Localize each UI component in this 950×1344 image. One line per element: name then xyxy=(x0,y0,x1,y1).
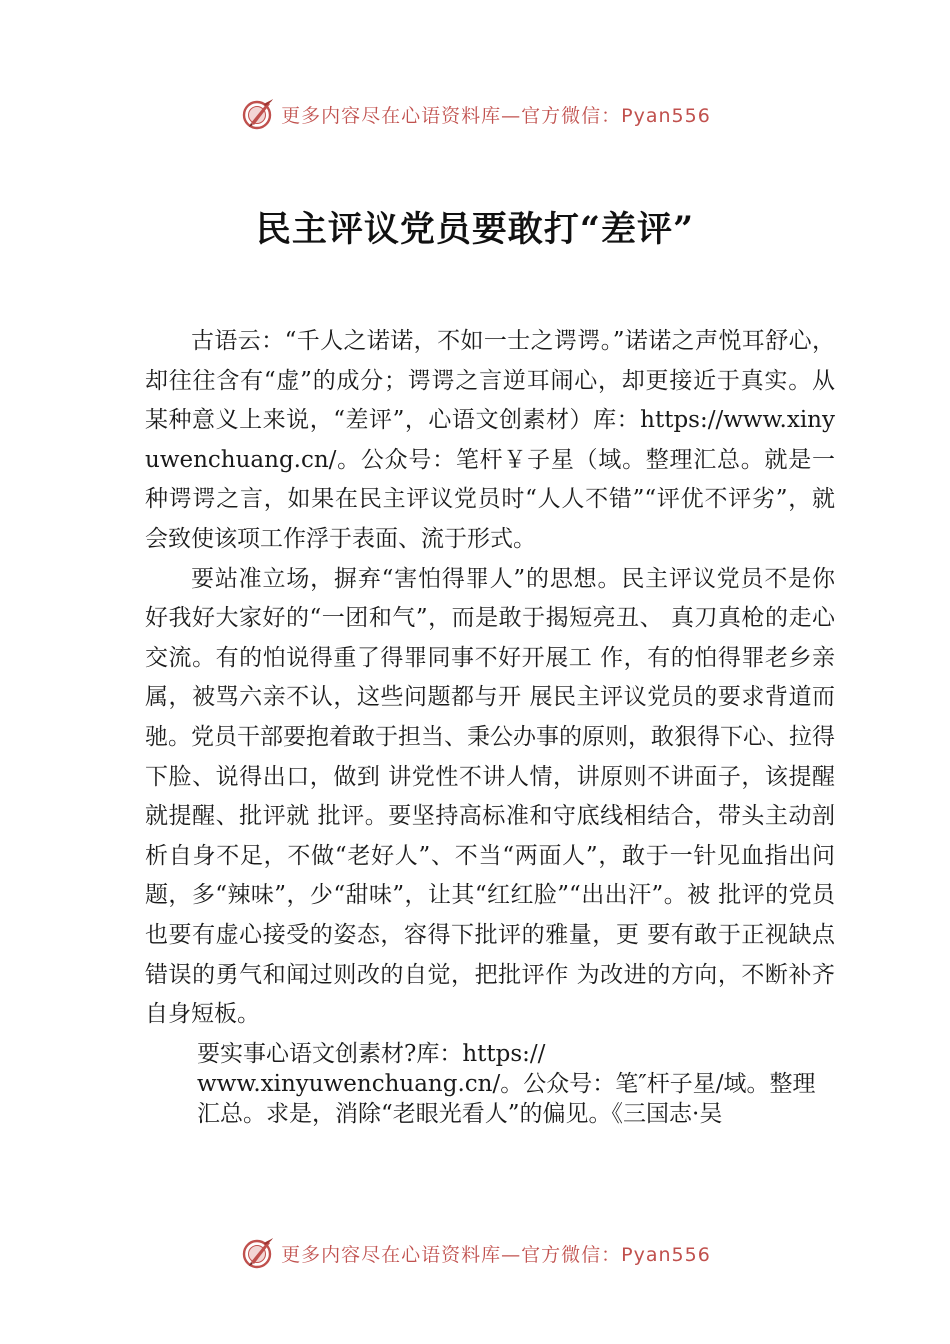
paragraph-3-line-1: 要实事心语文创素材?库：https:// xyxy=(197,1040,546,1067)
header-banner-cn: 更多内容尽在心语资料库—官方微信： xyxy=(281,104,622,127)
quill-pen-seal-icon xyxy=(239,96,275,132)
paragraph-3 xyxy=(145,1039,835,1129)
footer-banner-cn: 更多内容尽在心语资料库—官方微信： xyxy=(281,1243,622,1266)
header-banner-text xyxy=(281,101,711,128)
document-title: 民主评议党员要敢打“差评” xyxy=(255,209,695,250)
paragraph-2: 要站准立场，摒弃“害怕得罪人”的思想。民主评议党员不是你好我好大家好的“一团和气”，而是敢于揭短亮丑、 真刀真枪的走心交流。有的怕说得重了得罪同事不好开展工 作，有的怕得罪老乡亲属，被骂六亲不认，这些问题都与开 展民主评议党员的要求背道而驰。党员干部要抱着敢于担当、秉公办事的原则，敢狠得下心、拉得下脸、说得出口，做到 讲党性不讲人情，讲原则不讲面子，该提醒就提醒、批评就 批评。要坚持高标准和守底线相结合，带头主动剖析自身不足，不做“老好人”、不当“两面人”，敢于一针见血指出问 题，多“辣味”，少“甜味”，让其“红红脸”“出出汗”。被 批评的党员也要有虚心接受的姿态，容得下批评的雅量，更 要有敢于正视缺点错误的勇气和闻过则改的自觉，把批评作 为改进的方向，不断补齐自身短板。 xyxy=(145,565,835,1028)
header-banner xyxy=(0,94,950,134)
document-body xyxy=(145,322,835,1129)
paragraph-3-line-2: www.xinyuwenchuang.cn/。公众号：笔″杆子星/域。整理 xyxy=(197,1070,816,1097)
paragraph-3-line-3: 汇总。求是，消除“老眼光看人”的偏见。《三国志·吴 xyxy=(197,1100,723,1127)
footer-banner-text xyxy=(281,1240,711,1267)
header-banner-id: Pyan556 xyxy=(621,104,711,127)
footer-banner-id: Pyan556 xyxy=(621,1243,711,1266)
paragraph-1: 古语云：“千人之诺诺，不如一士之谔谔。”诺诺之声悦耳舒心，却往往含有“虚”的成分；谔谔之言逆耳闹心，却更接近于真实。从某种意义上来说，“差评”，心语文创素材）库：https://www.xinyuwenchuang.cn/。公众号：笔杆￥子星（域。整理汇总。就是一种谔谔之言，如果在民主评议党员时“人人不错”“评优不评劣”，就会致使该项工作浮于表面、流于形式。 xyxy=(145,328,835,552)
footer-banner xyxy=(0,1233,950,1273)
quill-pen-seal-icon xyxy=(239,1235,275,1271)
